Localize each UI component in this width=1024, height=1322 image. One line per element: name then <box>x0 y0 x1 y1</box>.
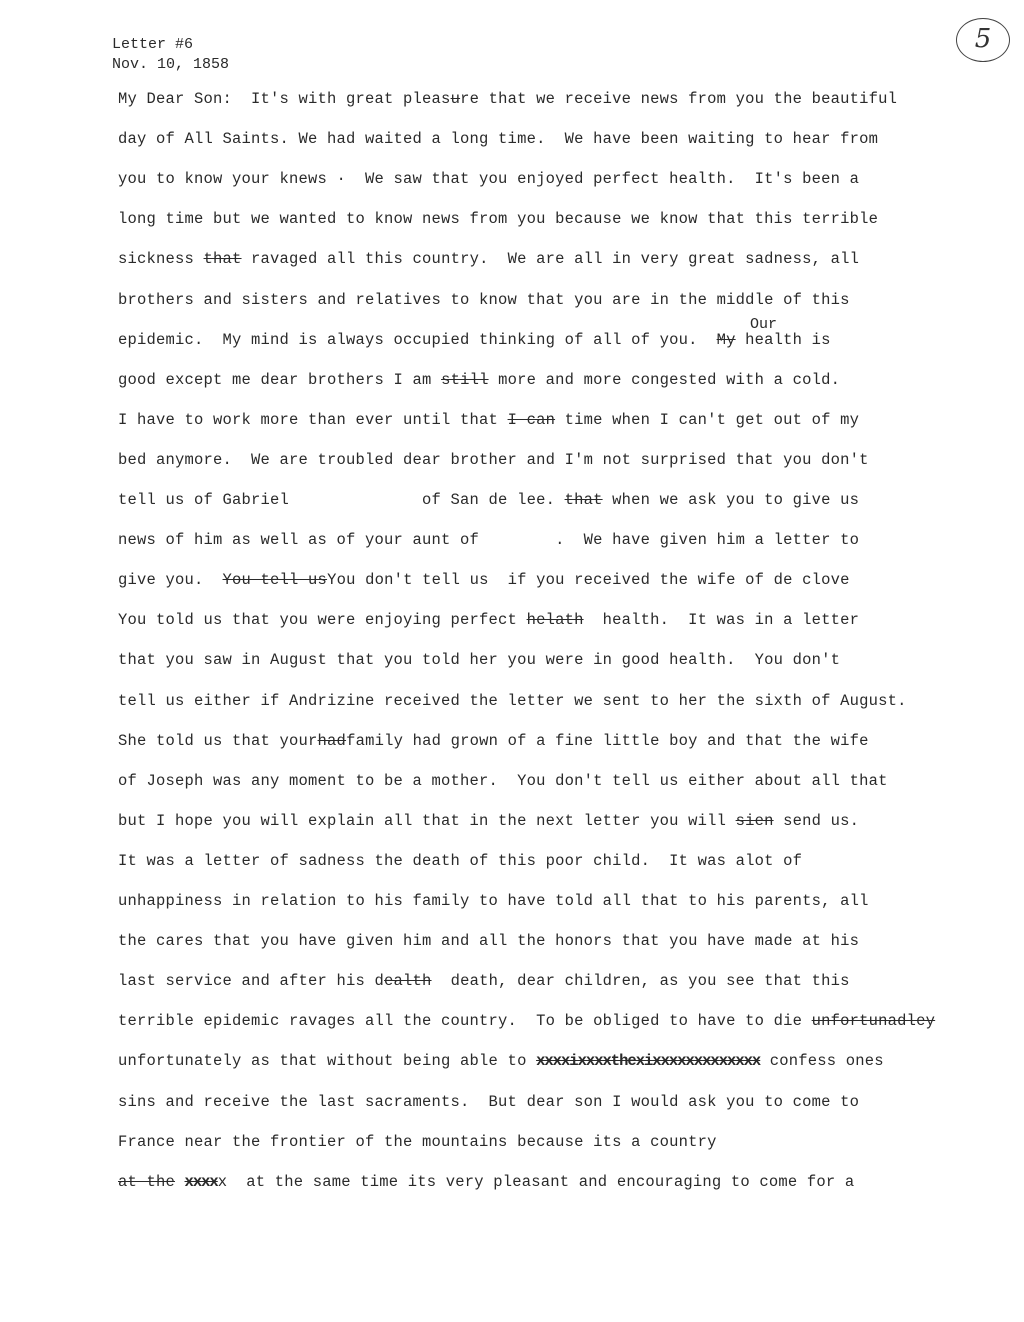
struck-text: had <box>317 731 347 750</box>
text-line <box>118 1012 935 1030</box>
line-text: x at the same time its very pleasant and encouraging to come for a <box>217 1172 855 1191</box>
line-text: send us. <box>773 811 860 830</box>
text-line <box>118 331 831 349</box>
text-line <box>118 491 859 509</box>
line-text: unfortunately as that without being able to <box>118 1052 537 1071</box>
struck-text: still <box>441 370 489 389</box>
struck-text: My <box>716 330 736 349</box>
handwritten-insertion: Our <box>750 316 778 333</box>
struck-text: that <box>564 491 603 509</box>
line-text: I have to work more than ever until that <box>118 410 508 429</box>
line-text: that you saw in August that you told her you were in good health. You don't <box>118 651 841 670</box>
line-text: re that we receive news from you the beautiful <box>460 90 898 108</box>
line-text: death, dear children, as you see that this <box>431 972 850 991</box>
line-text: sickness <box>118 250 204 269</box>
text-line <box>118 852 802 870</box>
line-text: unhappiness in relation to his family to have told all that to his parents, all <box>118 892 869 910</box>
text-line <box>118 732 869 750</box>
text-line <box>118 972 850 990</box>
text-line <box>118 531 859 549</box>
text-line <box>118 611 859 629</box>
struck-text: at the <box>118 1172 176 1191</box>
text-line <box>118 932 859 950</box>
line-text: ravaged all this country. We are all in very great sadness, all <box>241 250 860 269</box>
line-text: give you. <box>118 571 223 590</box>
line-text: good except me dear brothers I am <box>118 370 442 389</box>
text-line <box>118 250 859 268</box>
line-text: sins and receive the last sacraments. But dear son I would ask you to come to <box>118 1092 860 1111</box>
text-line <box>118 812 859 830</box>
struck-text: u <box>450 90 461 108</box>
line-text: time when I can't get out of my <box>555 410 860 429</box>
line-text: terrible epidemic ravages all the country. To be obliged to have to die <box>118 1012 812 1031</box>
text-line <box>118 1133 717 1151</box>
letter-number: Letter #6 <box>112 36 194 53</box>
line-text: the cares that you have given him and all the honors that you have made at his <box>118 932 860 951</box>
struck-text: You tell us <box>222 571 328 590</box>
text-line <box>118 90 897 108</box>
text-line <box>118 130 878 148</box>
text-line <box>118 291 850 309</box>
line-text: day of All Saints. We had waited a long time. We have been waiting to hear from <box>118 130 879 149</box>
line-text: brothers and sisters and relatives to know that you are in the middle of this <box>118 290 850 309</box>
page-number-circle: 5 <box>956 18 1010 62</box>
line-text: last service and after his d <box>118 972 385 991</box>
text-line <box>118 451 869 469</box>
line-text: long time but we wanted to know news from you because we know that this terrible <box>118 210 879 229</box>
text-line <box>118 1173 854 1191</box>
struck-text: helath <box>526 611 584 630</box>
text-line <box>118 170 859 188</box>
text-line <box>118 411 859 429</box>
text-line <box>118 371 840 389</box>
line-text: but I hope you will explain all that in the next letter you will <box>118 811 736 830</box>
line-text: France near the frontier of the mountains because its a country <box>118 1132 717 1151</box>
line-text: My Dear Son: It's with great pleas <box>118 90 451 108</box>
line-text <box>175 1173 185 1191</box>
text-line <box>118 651 840 669</box>
struck-text: ealth <box>384 972 432 991</box>
line-text: It was a letter of sadness the death of this poor child. It was alot of <box>118 851 803 870</box>
struck-text: xxxx <box>184 1172 218 1191</box>
line-text: of Joseph was any moment to be a mother. You don't tell us either about all that <box>118 771 888 790</box>
text-line <box>118 1052 884 1070</box>
text-line <box>118 772 888 790</box>
line-text: epidemic. My mind is always occupied thinking of all of you. <box>118 330 717 349</box>
struck-text: sien <box>735 811 774 830</box>
line-text: more and more congested with a cold. <box>488 370 841 389</box>
line-text: You told us that you were enjoying perfect <box>118 611 527 630</box>
line-text: She told us that your <box>118 731 318 750</box>
line-text: tell us of Gabriel of San de lee. <box>118 491 565 509</box>
line-text: family had grown of a fine little boy and that the wife <box>346 731 869 750</box>
struck-text: unfortunadley <box>811 1012 936 1031</box>
line-text: health. It was in a letter <box>583 611 860 630</box>
line-text: You don't tell us if you received the wife of de clove <box>327 571 850 590</box>
line-text: confess ones <box>760 1052 884 1071</box>
line-text: news of him as well as of your aunt of . We have given him a letter to <box>118 531 860 550</box>
line-text: health is <box>735 330 831 349</box>
struck-text: that <box>203 250 242 269</box>
line-text: when we ask you to give us <box>602 491 860 509</box>
text-line <box>118 692 907 710</box>
text-line <box>118 1093 859 1111</box>
line-text: tell us either if Andrizine received the letter we sent to her the sixth of August. <box>118 691 907 710</box>
text-line <box>118 892 869 910</box>
struck-text: xxxxixxxxthexixxxxxxxxxxxxx <box>536 1052 761 1071</box>
letter-date: Nov. 10, 1858 <box>112 56 230 73</box>
line-text: you to know your knews · We saw that you enjoyed perfect health. It's been a <box>118 170 860 189</box>
text-line <box>118 210 878 228</box>
text-line <box>118 571 850 589</box>
line-text: bed anymore. We are troubled dear brother and I'm not surprised that you don't <box>118 450 869 469</box>
struck-text: I can <box>507 410 556 429</box>
